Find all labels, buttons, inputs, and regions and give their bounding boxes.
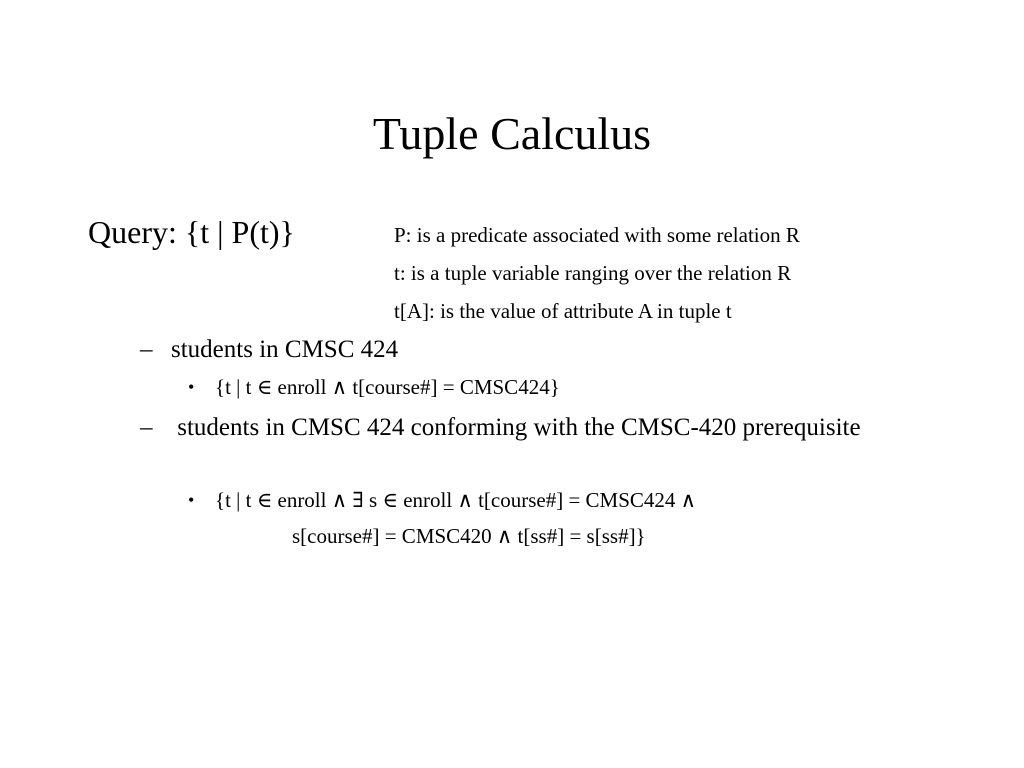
- definition-predicate: P: is a predicate associated with some relation R: [394, 223, 800, 247]
- query-notation: Query: {t | P(t)}: [88, 214, 295, 250]
- formula-students-cmsc424: {t | t ∈ enroll ∧ t[course#] = CMSC424}: [215, 375, 560, 399]
- slide-title: Tuple Calculus: [372, 108, 652, 159]
- bullet-marker: •: [188, 377, 195, 397]
- definition-attribute-value: t[A]: is the value of attribute A in tuple t: [394, 299, 732, 323]
- formula-prerequisite-line1: {t | t ∈ enroll ∧ ∃ s ∈ enroll ∧ t[course#] = CMSC424 ∧: [215, 488, 697, 512]
- definition-tuple-variable: t: is a tuple variable ranging over the relation R: [394, 261, 792, 285]
- dash-marker: –: [140, 336, 153, 363]
- list-item-students-cmsc424: students in CMSC 424: [171, 336, 399, 363]
- formula-prerequisite-line2: s[course#] = CMSC420 ∧ t[ss#] = s[ss#]}: [292, 524, 646, 548]
- list-item-students-prerequisite: students in CMSC 424 conforming with the CMSC-420 prerequisite: [171, 414, 861, 441]
- bullet-marker: •: [188, 490, 195, 510]
- dash-marker: –: [140, 414, 153, 441]
